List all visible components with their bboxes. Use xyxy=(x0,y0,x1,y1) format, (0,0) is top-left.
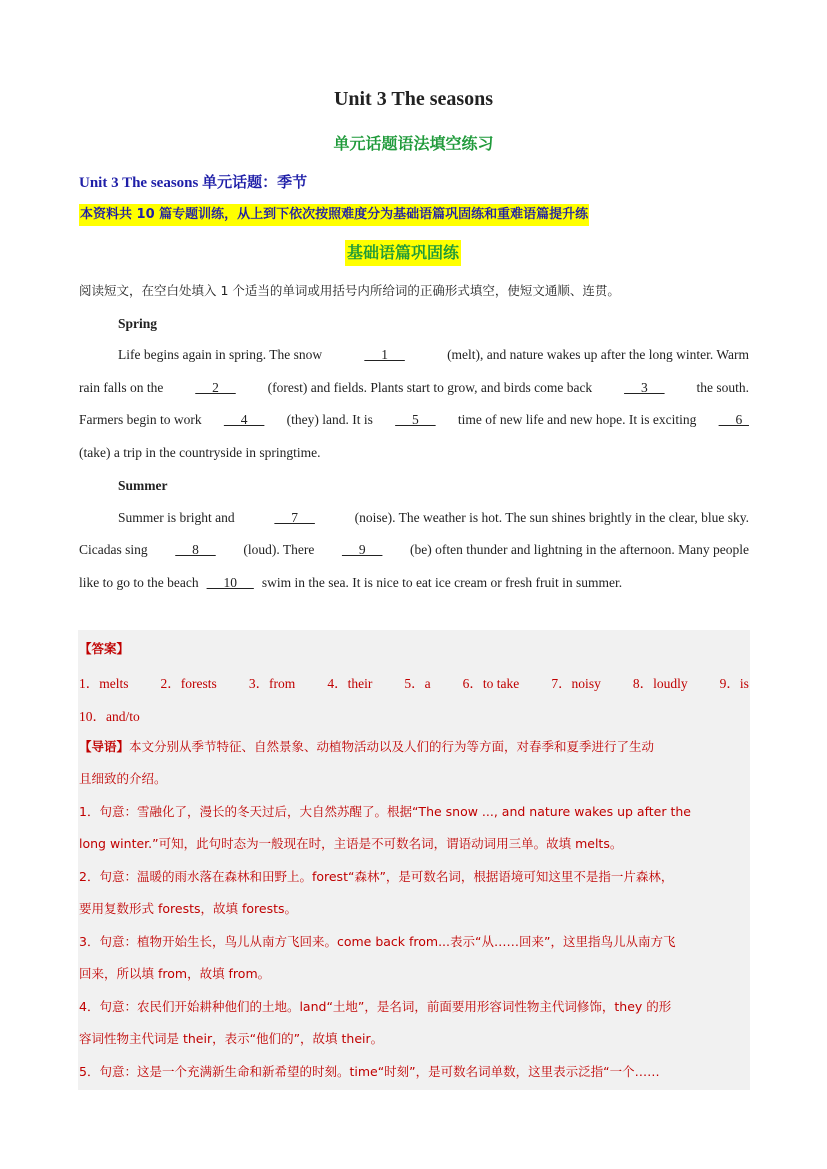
section-heading: 基础语篇巩固练 xyxy=(345,240,461,266)
text-segment: Farmers begin to work xyxy=(79,412,202,427)
text-segment: (be) often thunder and lightning in the afternoon. Many people xyxy=(410,542,749,557)
explanation-1b: long winter.”可知，此句时态为一般现在时，主语是不可数名词，谓语动词用三单。故填 melts。 xyxy=(79,836,623,851)
text-segment: time of new life and new hope. It is exciting xyxy=(457,412,697,427)
text-segment: like to go to the beach xyxy=(79,575,199,590)
blank-7: 7 xyxy=(274,510,315,525)
spring-heading: Spring xyxy=(118,316,158,331)
text-segment: (loud). There xyxy=(243,542,315,557)
blank-9: 9 xyxy=(341,542,383,557)
summer-line-3 xyxy=(79,575,749,591)
answer-item-10: 10．and/to xyxy=(79,709,140,724)
explanation-1a: 1．句意：雪融化了，漫长的冬天过后，大自然苏醒了。根据“The snow ..., and nature wakes up after the xyxy=(79,804,691,819)
answer-item: 4．their xyxy=(327,676,373,691)
answer-item: 6．to take xyxy=(462,676,520,691)
guide-text: 本文分别从季节特征、自然景象、动植物活动以及人们的行为等方面，对春季和夏季进行了生动 xyxy=(129,739,655,754)
blank-6: 6 xyxy=(718,412,749,427)
text-segment: Summer is bright and xyxy=(118,510,235,525)
explanation-4b: 容词性物主代词是 their，表示“他们的”，故填 their。 xyxy=(79,1031,384,1046)
text-segment: (take) a trip in the countryside in springtime. xyxy=(79,445,321,460)
answer-item: 3．from xyxy=(248,676,296,691)
instruction-text: 阅读短文，在空白处填入 1 个适当的单词或用括号内所给词的正确形式填空，使短文通顺、连贯。 xyxy=(79,283,620,298)
guide-line-2: 且细致的介绍。 xyxy=(79,771,167,786)
blank-8: 8 xyxy=(175,542,216,557)
text-segment: the south. xyxy=(696,380,749,395)
blank-5: 5 xyxy=(395,412,436,427)
answer-item: 1．melts xyxy=(79,676,129,691)
answer-item: 2．forests xyxy=(160,676,217,691)
spring-line-1 xyxy=(118,347,749,363)
explanation-3a: 3．句意：植物开始生长，鸟儿从南方飞回来。come back from...表示“从……回来”，这里指鸟儿从南方飞 xyxy=(79,934,676,949)
answer-item: 7．noisy xyxy=(551,676,601,691)
summer-line-2 xyxy=(79,542,749,558)
spring-line-2 xyxy=(79,380,749,396)
explanation-4a: 4．句意：农民们开始耕种他们的土地。land“土地”，是名词，前面要用形容词性物主代词修饰，they 的形 xyxy=(79,999,672,1014)
text-segment: (they) land. It is xyxy=(286,412,373,427)
answer-label: 【答案】 xyxy=(79,641,130,656)
text-segment: Life begins again in spring. The snow xyxy=(118,347,323,362)
summer-line-1 xyxy=(118,510,749,526)
guide-line-1 xyxy=(79,737,654,755)
guide-label: 【导语】 xyxy=(79,739,130,754)
answer-panel xyxy=(78,630,750,1090)
blank-3: 3 xyxy=(624,380,665,395)
spring-line-4 xyxy=(79,445,749,461)
unit-topic: Unit 3 The seasons 单元话题：季节 xyxy=(79,175,308,191)
answer-item: 5．a xyxy=(404,676,431,691)
blank-2: 2 xyxy=(195,380,236,395)
text-segment: (noise). The weather is hot. The sun shines brightly in the clear, blue sky. xyxy=(354,510,749,525)
text-segment: swim in the sea. It is nice to eat ice cream or fresh fruit in summer. xyxy=(261,575,623,590)
summer-heading: Summer xyxy=(118,478,168,493)
answer-item: 8．loudly xyxy=(632,676,688,691)
blank-1: 1 xyxy=(364,347,405,362)
text-segment: (melt), and nature wakes up after the long winter. Warm xyxy=(447,347,749,362)
page-title: Unit 3 The seasons xyxy=(333,88,494,110)
answer-item: 9．is xyxy=(719,676,749,691)
blank-10: 10 xyxy=(206,575,254,590)
explanation-3b: 回来，所以填 from，故填 from。 xyxy=(79,966,271,981)
text-segment: (forest) and fields. Plants start to grow, and birds come back xyxy=(267,380,593,395)
text-segment: Cicadas sing xyxy=(79,542,148,557)
page-subtitle: 单元话题语法填空练习 xyxy=(333,134,494,153)
explanation-5a: 5．句意：这是一个充满新生命和新希望的时刻。time“时刻”，是可数名词单数，这里表示泛指“一个…… xyxy=(79,1064,660,1079)
blank-4: 4 xyxy=(223,412,265,427)
highlight-notice: 本资料共 10 篇专题训练，从上到下依次按照难度分为基础语篇巩固练和重难语篇提升练 xyxy=(79,204,589,226)
spring-line-3 xyxy=(79,412,749,428)
answer-list xyxy=(79,672,749,692)
explanation-2a: 2．句意：温暖的雨水落在森林和田野上。forest“森林”，是可数名词，根据语境可知这里不是指一片森林， xyxy=(79,869,674,884)
text-segment: rain falls on the xyxy=(79,380,164,395)
explanation-2b: 要用复数形式 forests，故填 forests。 xyxy=(79,901,298,916)
